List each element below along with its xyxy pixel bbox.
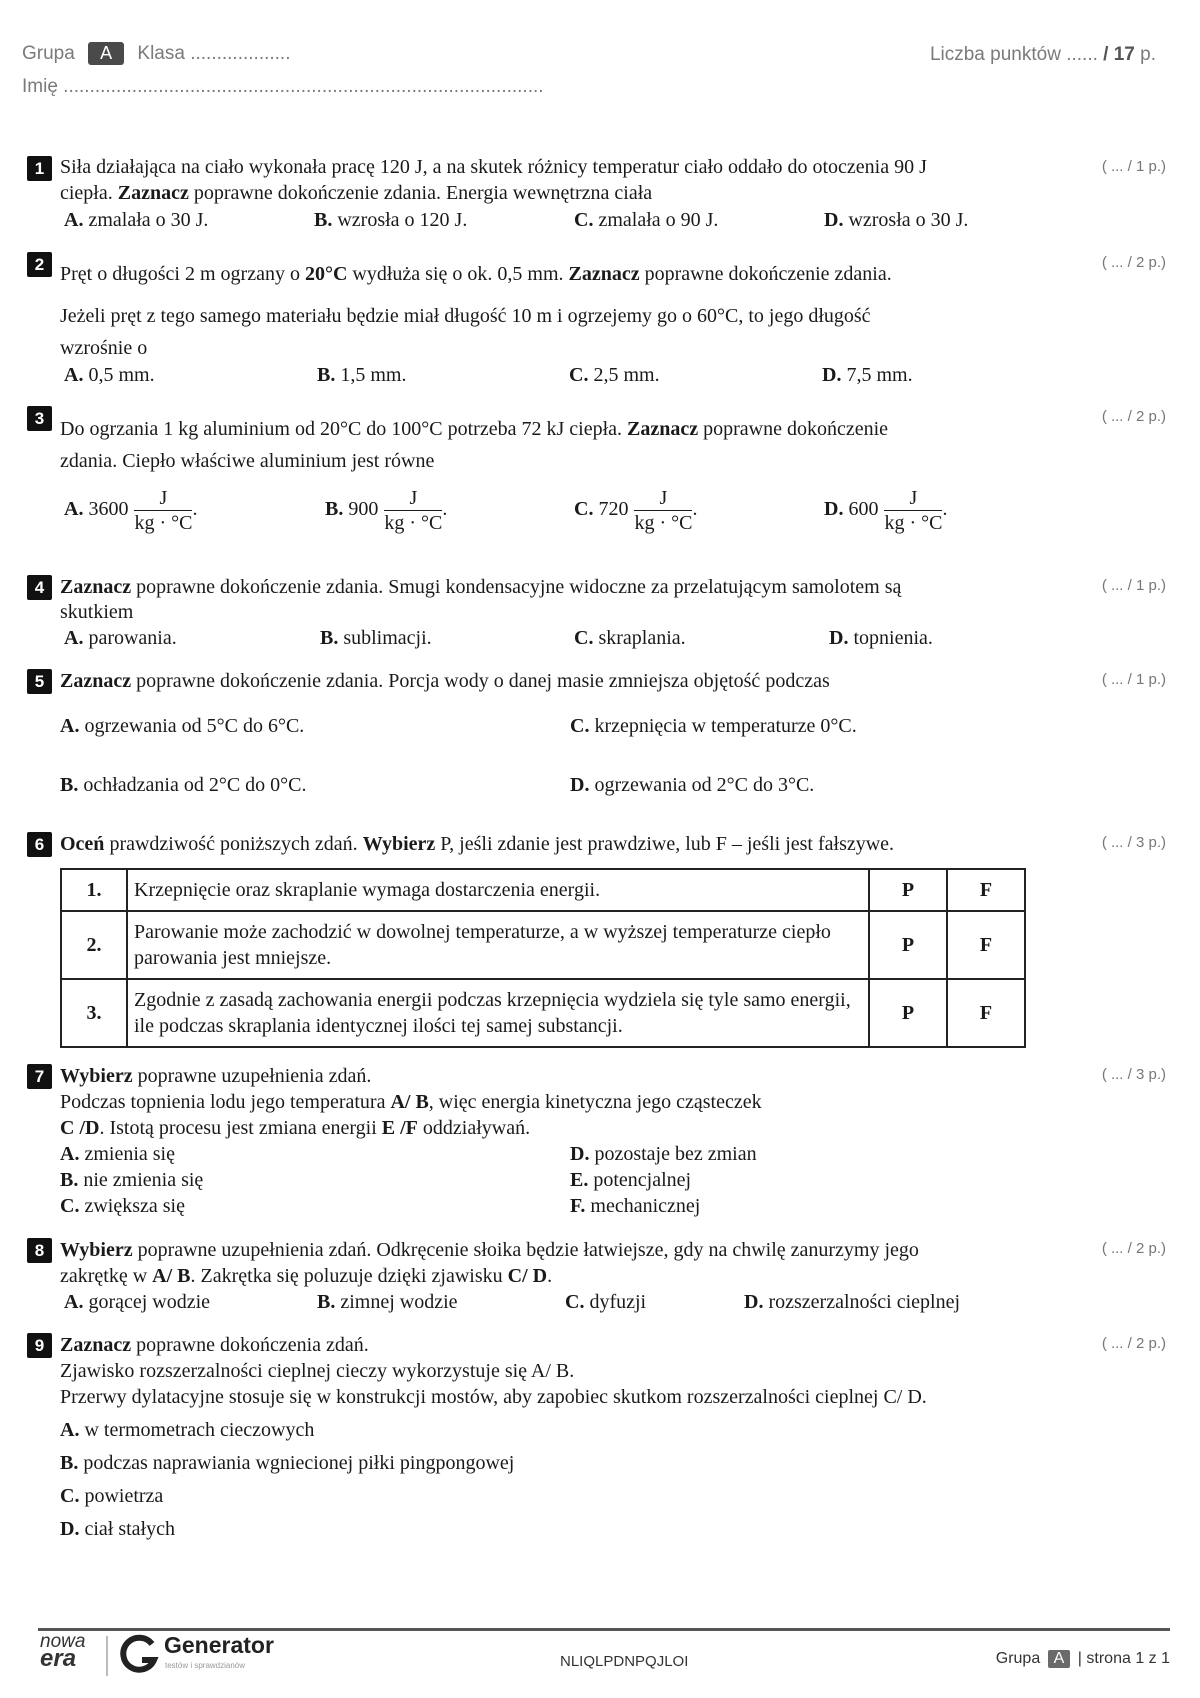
group-label: Grupa xyxy=(22,43,75,64)
question-points: ( ... / 1 p.) xyxy=(1101,577,1166,594)
question-text: zdania. Ciepło właściwe aluminium jest równe xyxy=(60,450,435,472)
answer-option[interactable]: A. 0,5 mm. xyxy=(64,364,155,386)
question-points: ( ... / 2 p.) xyxy=(1101,1335,1166,1352)
question-points: ( ... / 1 p.) xyxy=(1101,671,1166,688)
footer-group-label: Grupa xyxy=(995,1650,1041,1667)
question-text: wzrośnie o xyxy=(60,337,148,359)
answer-option[interactable]: B. 1,5 mm. xyxy=(317,364,407,386)
class-label: Klasa ................... xyxy=(137,43,291,64)
table-row xyxy=(61,979,1025,1047)
answer-option[interactable]: D. ogrzewania od 2°C do 3°C. xyxy=(570,774,815,796)
answer-option[interactable]: B. 900 $\frac{J}{kg \cdot ^\circ C}$ . xyxy=(325,487,448,534)
question-text: Siła działająca na ciało wykonała pracę 120 J, a na skutek różnicy temperatur ciało oddało do otoczenia 90 J xyxy=(60,156,927,178)
statement-text: Zgodnie z zasadą zachowania energii podczas krzepnięcia wydziela się tyle samo energii, ile podczas skraplania identycznej ilości tej samej substancji. xyxy=(127,979,869,1047)
header-group-line xyxy=(22,42,291,65)
question-number: 6 xyxy=(27,832,52,857)
question-points: ( ... / 3 p.) xyxy=(1101,1066,1166,1083)
answer-option[interactable]: F. mechanicznej xyxy=(570,1195,701,1217)
footer-page-number: | strona 1 z 1 xyxy=(1077,1650,1170,1667)
document-code: NLIQLPDNPQJLOI xyxy=(560,1653,689,1670)
answer-option[interactable]: C. dyfuzji xyxy=(565,1291,647,1313)
question-text: Zaznacz poprawne dokończenia zdań. xyxy=(60,1334,369,1356)
row-number: 3. xyxy=(61,979,127,1047)
false-option[interactable]: F xyxy=(947,979,1025,1047)
answer-option[interactable]: C. krzepnięcia w temperaturze 0°C. xyxy=(570,715,857,737)
question-text: Jeżeli pręt z tego samego materiału będzie miał długość 10 m i ogrzejemy go o 60°C, to jego długość xyxy=(60,305,871,327)
question-points: ( ... / 2 p.) xyxy=(1101,408,1166,425)
answer-option[interactable]: D. ciał stałych xyxy=(60,1518,175,1540)
question-number: 4 xyxy=(27,575,52,600)
unit-fraction: $\frac{J}{kg \cdot ^\circ C}$ xyxy=(884,487,943,534)
answer-option[interactable]: D. pozostaje bez zmian xyxy=(570,1143,757,1165)
question-number: 2 xyxy=(27,252,52,277)
points-label: Liczba punktów ...... xyxy=(929,44,1098,65)
question-points: ( ... / 1 p.) xyxy=(1101,158,1166,175)
question-points: ( ... / 3 p.) xyxy=(1101,834,1166,851)
answer-option[interactable]: B. wzrosła o 120 J. xyxy=(314,209,468,231)
unit-fraction: $\frac{J}{kg \cdot ^\circ C}$ xyxy=(384,487,443,534)
question-number: 7 xyxy=(27,1064,52,1089)
nowa-era-logo: nowa era xyxy=(40,1631,86,1672)
question-text: Przerwy dylatacyjne stosuje się w konstrukcji mostów, aby zapobiec skutkom rozszerzalności cieplnej C/ D. xyxy=(60,1386,927,1408)
question-text: Zaznacz poprawne dokończenie zdania. Smugi kondensacyjne widoczne za przelatującym samolotem są xyxy=(60,576,902,598)
answer-option[interactable]: A. w termometrach cieczowych xyxy=(60,1419,315,1441)
points-header xyxy=(930,44,1156,66)
answer-option[interactable]: B. zimnej wodzie xyxy=(317,1291,458,1313)
answer-option[interactable]: A. ogrzewania od 5°C do 6°C. xyxy=(60,715,305,737)
question-number: 1 xyxy=(27,156,52,181)
footer-page-info xyxy=(996,1650,1170,1668)
row-number: 2. xyxy=(61,911,127,979)
question-number: 9 xyxy=(27,1333,52,1358)
question-points: ( ... / 2 p.) xyxy=(1101,254,1166,271)
answer-option[interactable]: C. powietrza xyxy=(60,1485,164,1507)
footer-group-badge: A xyxy=(1048,1650,1071,1668)
answer-option[interactable]: A. parowania. xyxy=(64,627,177,649)
answer-option[interactable]: C. zwiększa się xyxy=(60,1195,185,1217)
question-text: Zaznacz poprawne dokończenie zdania. Porcja wody o danej masie zmniejsza objętość podczas xyxy=(60,670,830,692)
generator-logo-icon xyxy=(120,1634,160,1681)
true-option[interactable]: P xyxy=(869,869,947,911)
answer-option[interactable]: A. zmalała o 30 J. xyxy=(64,209,209,231)
statement-text: Krzepnięcie oraz skraplanie wymaga dostarczenia energii. xyxy=(127,869,869,911)
question-text: Podczas topnienia lodu jego temperatura A/ B, więc energia kinetyczna jego cząsteczek xyxy=(60,1091,762,1113)
question-number: 8 xyxy=(27,1238,52,1263)
answer-option[interactable]: B. podczas naprawiania wgniecionej piłki pingpongowej xyxy=(60,1452,515,1474)
answer-option[interactable]: E. potencjalnej xyxy=(570,1169,692,1191)
answer-option[interactable]: A. gorącej wodzie xyxy=(64,1291,211,1313)
question-text: ciepła. Zaznacz poprawne dokończenie zdania. Energia wewnętrzna ciała xyxy=(60,182,653,204)
answer-option[interactable]: A. 3600 $\frac{J}{kg \cdot ^\circ C}$ . xyxy=(64,487,198,534)
logo-divider xyxy=(106,1636,108,1676)
true-option[interactable]: P xyxy=(869,911,947,979)
answer-option[interactable]: D. 7,5 mm. xyxy=(822,364,913,386)
unit-fraction: $\frac{J}{kg \cdot ^\circ C}$ xyxy=(134,487,193,534)
true-false-table xyxy=(60,868,1026,1048)
answer-option[interactable]: C. skraplania. xyxy=(574,627,686,649)
question-text: C /D. Istotą procesu jest zmiana energii E /F oddziaływań. xyxy=(60,1117,531,1139)
question-number: 5 xyxy=(27,669,52,694)
answer-option[interactable]: A. zmienia się xyxy=(60,1143,175,1165)
table-row xyxy=(61,911,1025,979)
points-suffix: p. xyxy=(1140,44,1156,65)
answer-option[interactable]: D. topnienia. xyxy=(829,627,933,649)
false-option[interactable]: F xyxy=(947,869,1025,911)
question-text: Do ogrzania 1 kg aluminium od 20°C do 100°C potrzeba 72 kJ ciepła. Zaznacz poprawne dokończenie xyxy=(60,418,889,440)
answer-option[interactable]: D. 600 $\frac{J}{kg \cdot ^\circ C}$ . xyxy=(824,487,948,534)
answer-option[interactable]: B. sublimacji. xyxy=(320,627,432,649)
question-number: 3 xyxy=(27,406,52,431)
question-text: Pręt o długości 2 m ogrzany o 20°C wydłuża się o ok. 0,5 mm. Zaznacz poprawne dokończenie zdania. xyxy=(60,263,892,285)
answer-option[interactable]: B. nie zmienia się xyxy=(60,1169,204,1191)
statement-text: Parowanie może zachodzić w dowolnej temperaturze, a w wyższej temperaturze ciepło parowania jest mniejsze. xyxy=(127,911,869,979)
answer-option[interactable]: D. rozszerzalności cieplnej xyxy=(744,1291,961,1313)
false-option[interactable]: F xyxy=(947,911,1025,979)
true-option[interactable]: P xyxy=(869,979,947,1047)
group-badge: A xyxy=(88,42,124,65)
question-text: zakrętkę w A/ B. Zakrętka się poluzuje dzięki zjawisku C/ D. xyxy=(60,1265,553,1287)
answer-option[interactable]: C. zmalała o 90 J. xyxy=(574,209,719,231)
points-total: / 17 xyxy=(1103,44,1135,65)
name-line: Imię ........................................................................................... xyxy=(22,76,544,97)
question-points: ( ... / 2 p.) xyxy=(1101,1240,1166,1257)
question-text: Wybierz poprawne uzupełnienia zdań. xyxy=(60,1065,372,1087)
question-text: Oceń prawdziwość poniższych zdań. Wybierz P, jeśli zdanie jest prawdziwe, lub F – jeśli jest fałszywe. xyxy=(60,833,895,855)
row-number: 1. xyxy=(61,869,127,911)
generator-logo-text: Generator xyxy=(164,1632,274,1658)
question-text: Wybierz poprawne uzupełnienia zdań. Odkręcenie słoika będzie łatwiejsze, gdy na chwilę zanurzymy jego xyxy=(60,1239,919,1261)
answer-option[interactable]: C. 2,5 mm. xyxy=(569,364,660,386)
question-text: Zjawisko rozszerzalności cieplnej cieczy wykorzystuje się A/ B. xyxy=(60,1360,575,1382)
answer-option[interactable]: C. 720 $\frac{J}{kg \cdot ^\circ C}$ . xyxy=(574,487,698,534)
unit-fraction: $\frac{J}{kg \cdot ^\circ C}$ xyxy=(634,487,693,534)
footer-divider xyxy=(38,1628,1170,1631)
table-row xyxy=(61,869,1025,911)
question-text: skutkiem xyxy=(60,601,134,623)
answer-option[interactable]: D. wzrosła o 30 J. xyxy=(824,209,969,231)
answer-option[interactable]: B. ochładzania od 2°C do 0°C. xyxy=(60,774,307,796)
generator-logo-subtitle: testów i sprawdzianów xyxy=(165,1661,246,1670)
